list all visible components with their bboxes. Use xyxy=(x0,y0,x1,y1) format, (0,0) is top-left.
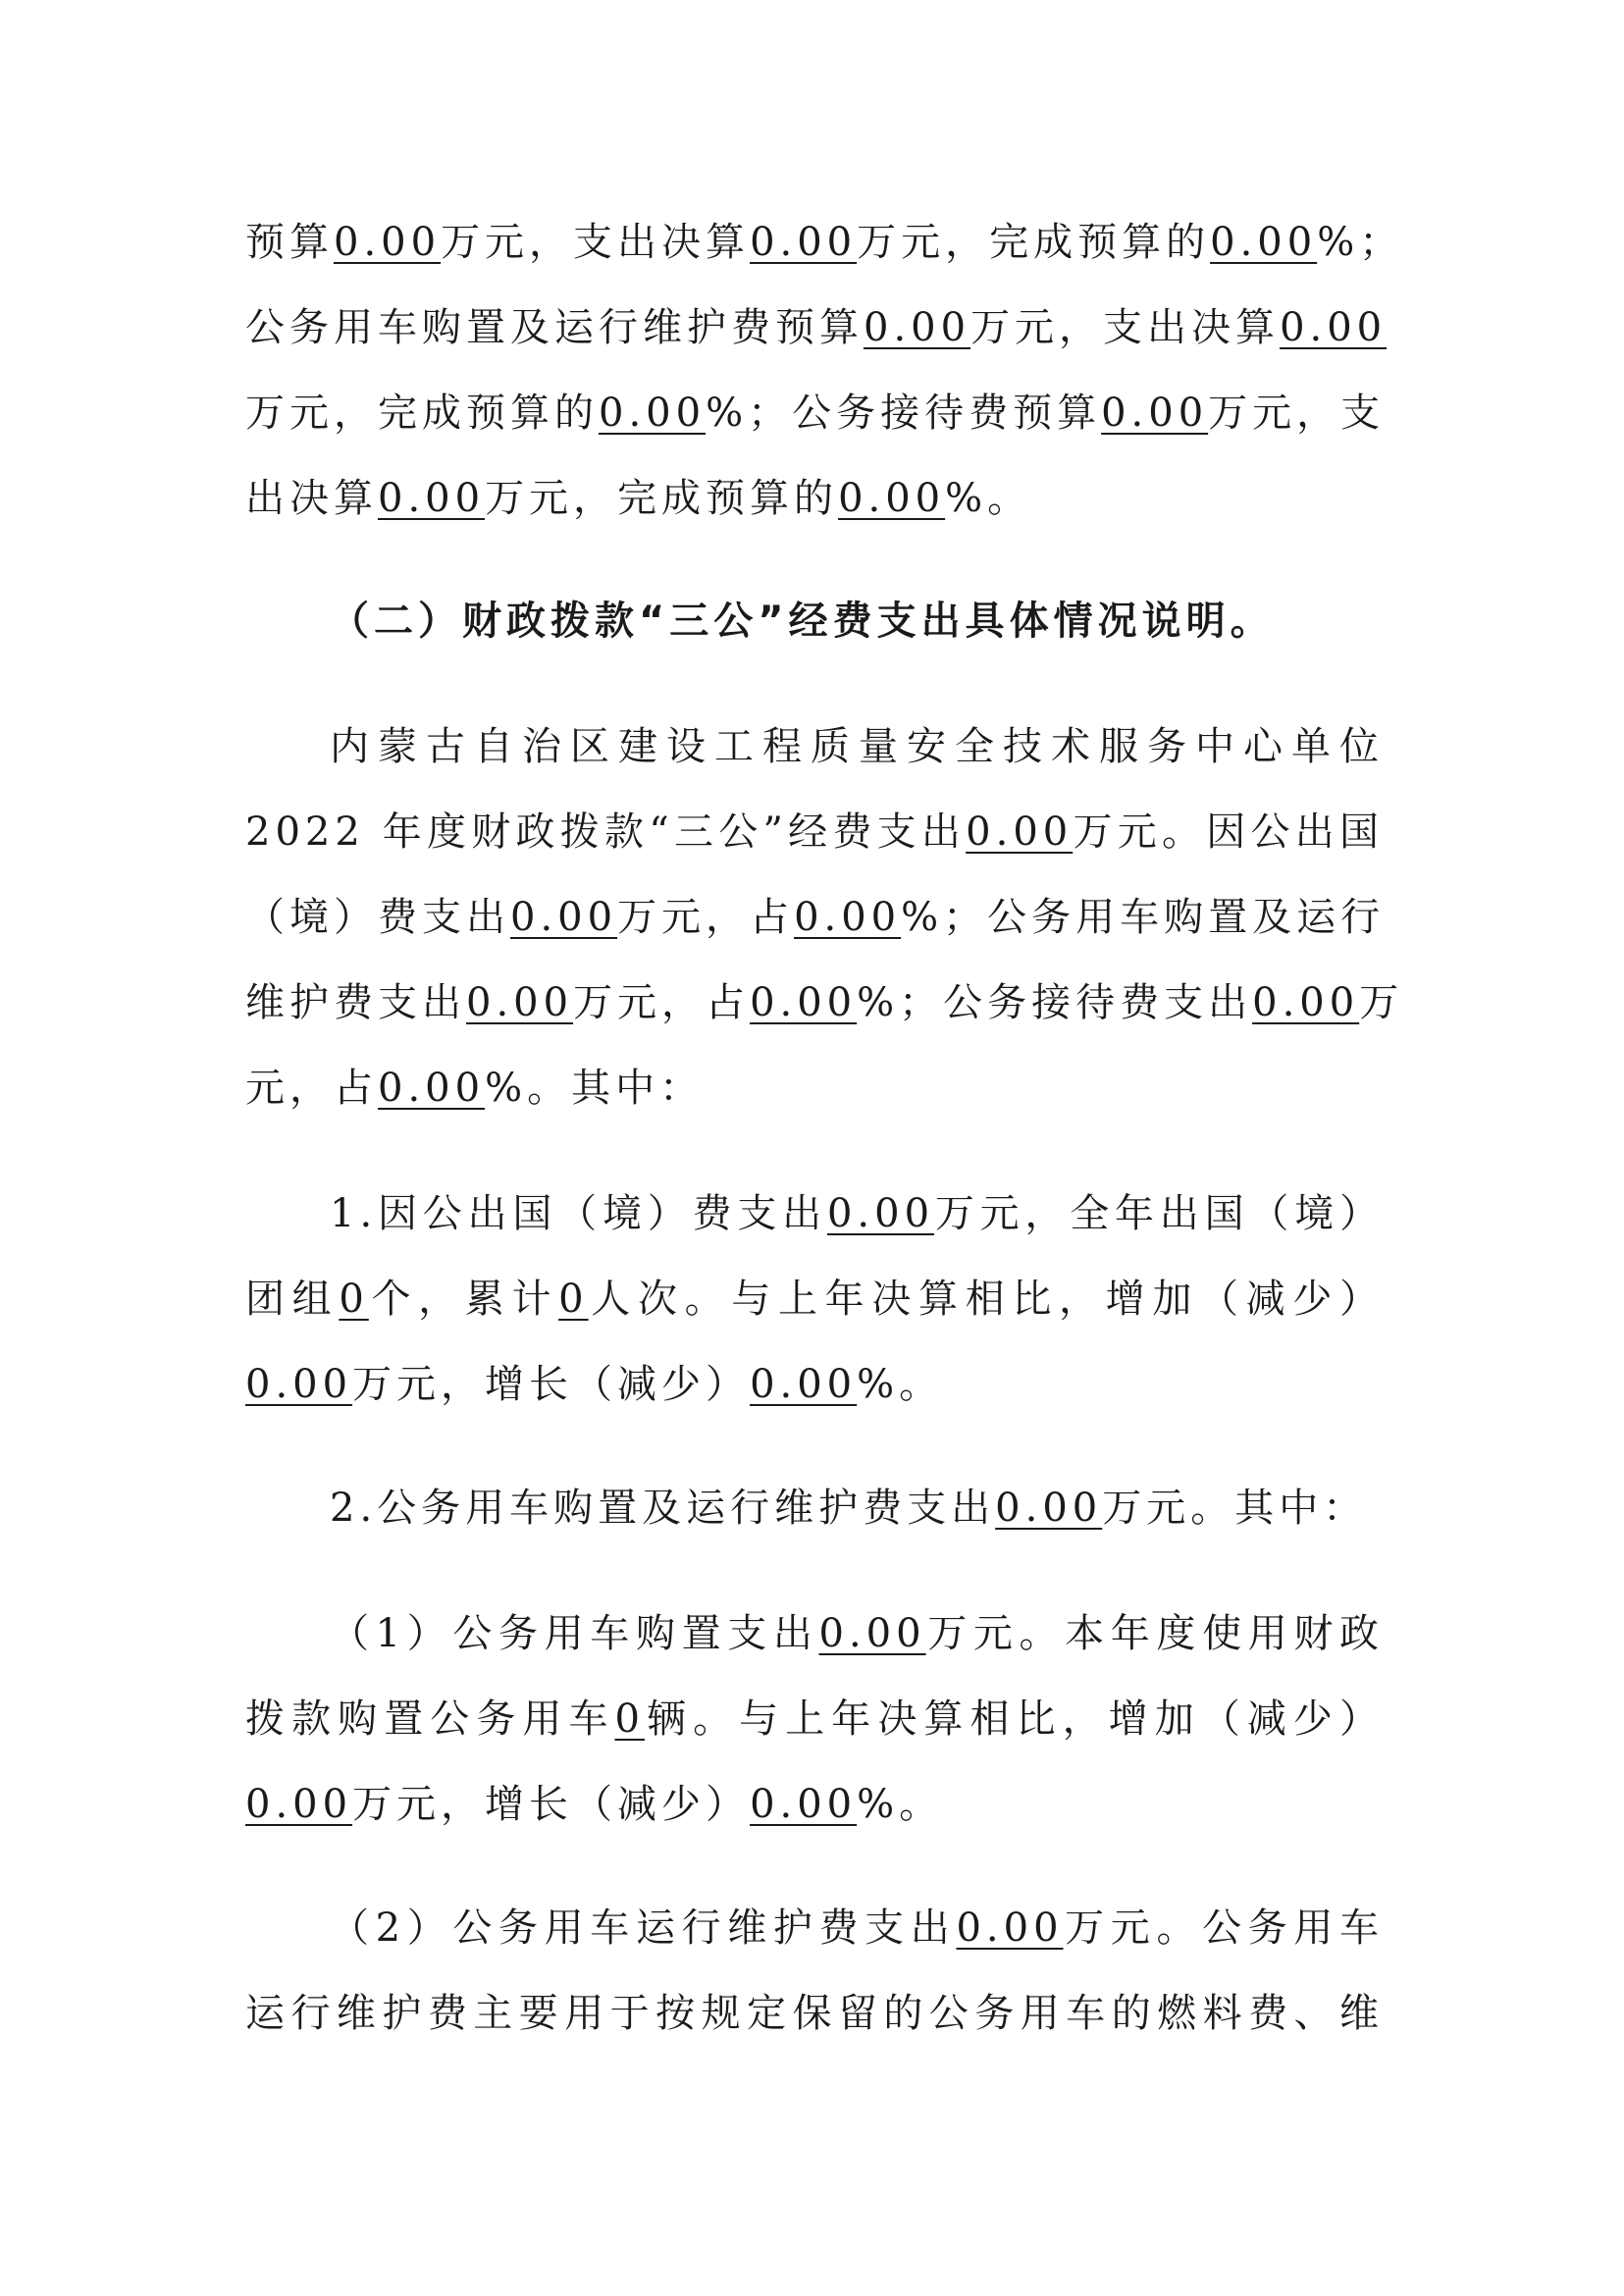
text-run: 万 xyxy=(1359,980,1404,1025)
text-run: 万元，增长（减少） xyxy=(352,1362,751,1407)
text-run: 个，累计 xyxy=(368,1277,559,1322)
underlined-value: 0.00 xyxy=(599,391,707,436)
underlined-value: 0.00 xyxy=(750,1782,858,1827)
text-line xyxy=(245,961,1404,1046)
text-line xyxy=(245,1677,1384,1762)
paragraph-vehicle-total xyxy=(245,1466,1384,1551)
section-heading xyxy=(245,579,1384,664)
underlined-value: 0.00 xyxy=(750,1362,858,1407)
text-run: %。 xyxy=(857,1782,944,1827)
text-run: 万元，完成预算的 xyxy=(245,391,599,436)
text-run: （2）公务用车运行维护费支出 xyxy=(330,1905,957,1951)
text-run: %；公务接待费预算 xyxy=(706,391,1102,436)
underlined-value: 0.00 xyxy=(378,476,486,521)
text-run: 万元。因公出国 xyxy=(1073,809,1384,855)
underlined-value: 0.00 xyxy=(864,305,971,350)
text-run: 辆。与上年决算相比，增加（减少） xyxy=(644,1696,1384,1742)
underlined-value: 0 xyxy=(339,1277,369,1322)
paragraph-budget-summary xyxy=(245,200,1404,542)
text-line xyxy=(245,456,1384,542)
text-run: %；公务接待费支出 xyxy=(857,980,1253,1025)
underlined-value: 0.00 xyxy=(826,1191,935,1236)
underlined-value: 0.00 xyxy=(794,895,902,940)
underlined-value: 0.00 xyxy=(838,476,946,521)
underlined-value: 0.00 xyxy=(1210,220,1318,265)
underlined-value: 0 xyxy=(614,1696,645,1742)
text-run: %。 xyxy=(857,1362,944,1407)
text-run: 元，占 xyxy=(245,1066,378,1111)
text-run: 1.因公出国（境）费支出 xyxy=(330,1191,827,1236)
text-line xyxy=(245,704,1384,790)
text-run: 维护费支出 xyxy=(245,980,466,1025)
underlined-value: 0.00 xyxy=(510,895,618,940)
text-run: 万元，支出决算 xyxy=(441,220,751,265)
text-run: %； xyxy=(1317,220,1404,265)
underlined-value: 0.00 xyxy=(966,809,1074,855)
text-run: （1）公务用车购置支出 xyxy=(330,1611,819,1656)
paragraph-vehicle-maintenance xyxy=(245,1886,1384,2057)
text-run: 拨款购置公务用车 xyxy=(245,1696,615,1742)
text-run: 万元，增长（减少） xyxy=(352,1782,751,1827)
text-line xyxy=(245,286,1388,371)
text-line xyxy=(245,1592,1384,1677)
underlined-value: 0.00 xyxy=(1280,305,1388,350)
underlined-value: 0.00 xyxy=(750,220,858,265)
text-line xyxy=(245,1342,1384,1428)
text-run: 2022 年度财政拨款“三公”经费支出 xyxy=(245,809,967,855)
text-line xyxy=(245,1172,1384,1257)
text-run: 万元，全年出国（境） xyxy=(934,1191,1384,1236)
underlined-value: 0.00 xyxy=(245,1362,353,1407)
text-run: 团组 xyxy=(245,1277,340,1322)
underlined-value: 0.00 xyxy=(750,980,858,1025)
text-line xyxy=(245,1466,1384,1551)
text-line xyxy=(245,790,1384,875)
text-line xyxy=(245,1762,1384,1848)
text-run: %；公务用车购置及运行 xyxy=(901,895,1386,940)
text-run: 万元，完成预算的 xyxy=(485,476,839,521)
underlined-value: 0.00 xyxy=(956,1905,1064,1951)
text-run: 预算 xyxy=(245,220,334,265)
text-run: 万元。本年度使用财政 xyxy=(925,1611,1384,1656)
paragraph-three-public-total xyxy=(245,704,1404,1131)
text-run: 万元，支出决算 xyxy=(970,305,1281,350)
paragraph-overseas-travel xyxy=(245,1172,1384,1428)
text-line xyxy=(245,1886,1384,1971)
text-line xyxy=(245,1046,1384,1131)
underlined-value: 0.00 xyxy=(466,980,574,1025)
underlined-value: 0 xyxy=(558,1277,589,1322)
text-line xyxy=(245,875,1384,961)
text-run: 万元，完成预算的 xyxy=(857,220,1211,265)
text-run: 公务用车购置及运行维护费预算 xyxy=(245,305,864,350)
underlined-value: 0.00 xyxy=(1252,980,1360,1025)
text-line xyxy=(245,1257,1384,1342)
text-run: 2.公务用车购置及运行维护费支出 xyxy=(330,1486,996,1531)
text-run: 万元，占 xyxy=(573,980,751,1025)
underlined-value: 0.00 xyxy=(995,1486,1103,1531)
text-run: 万元，支 xyxy=(1208,391,1386,436)
text-run: 万元，占 xyxy=(617,895,795,940)
text-run: %。 xyxy=(945,476,1032,521)
underlined-value: 0.00 xyxy=(1101,391,1209,436)
underlined-value: 0.00 xyxy=(334,220,442,265)
text-run: 万元。公务用车 xyxy=(1063,1905,1385,1951)
text-run: 出决算 xyxy=(245,476,378,521)
text-run: 运行维护费主要用于按规定保留的公务用车的燃料费、维 xyxy=(245,1991,1384,2036)
text-run: （二）财政拨款“三公”经费支出具体情况说明。 xyxy=(330,599,1275,644)
underlined-value: 0.00 xyxy=(818,1611,926,1656)
text-run: 内蒙古自治区建设工程质量安全技术服务中心单位 xyxy=(330,724,1384,769)
heading-line xyxy=(245,579,1384,664)
underlined-value: 0.00 xyxy=(245,1782,353,1827)
text-run: 万元。其中： xyxy=(1102,1486,1368,1531)
text-line xyxy=(245,200,1404,286)
text-run: （境）费支出 xyxy=(245,895,510,940)
text-run: %。其中： xyxy=(485,1066,705,1111)
text-run: 人次。与上年决算相比，增加（减少） xyxy=(588,1277,1385,1322)
text-line xyxy=(245,1971,1384,2057)
paragraph-vehicle-purchase xyxy=(245,1592,1384,1848)
text-line xyxy=(245,371,1384,456)
underlined-value: 0.00 xyxy=(378,1066,486,1111)
